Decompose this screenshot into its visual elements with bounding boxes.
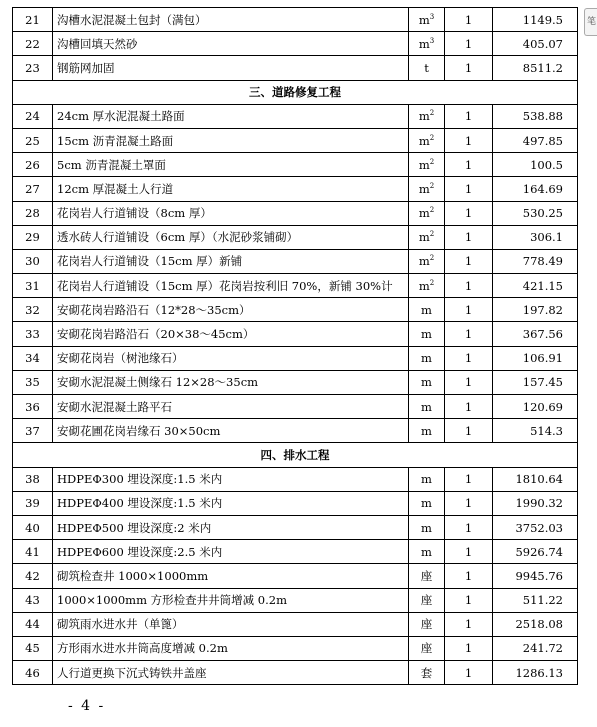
table-row — [13, 395, 578, 419]
unit-price-cell: 157.45 — [493, 370, 578, 394]
unit-cell — [409, 564, 445, 588]
unit-cell — [409, 370, 445, 394]
item-number-cell: 23 — [13, 56, 53, 80]
item-number-cell: 24 — [13, 104, 53, 128]
table-row — [13, 564, 578, 588]
unit-price-cell: 3752.03 — [493, 515, 578, 539]
unit-price-cell: 405.07 — [493, 32, 578, 56]
table-row — [13, 419, 578, 443]
unit-price-cell: 497.85 — [493, 128, 578, 152]
table-row — [13, 467, 578, 491]
table-row — [13, 491, 578, 515]
section-header-row — [13, 80, 578, 104]
table-row — [13, 370, 578, 394]
quantity-cell: 1 — [445, 153, 493, 177]
unit-price-cell: 164.69 — [493, 177, 578, 201]
unit-cell — [409, 588, 445, 612]
table-row — [13, 177, 578, 201]
unit-text: m — [421, 423, 432, 438]
unit-cell — [409, 225, 445, 249]
unit-text: m — [421, 302, 432, 317]
item-number-cell: 27 — [13, 177, 53, 201]
unit-cell — [409, 153, 445, 177]
item-name-cell: 花岗岩人行道铺设（15cm 厚）花岗岩按利旧 70%，新铺 30%计 — [53, 274, 409, 298]
table-row — [13, 32, 578, 56]
unit-cell — [409, 661, 445, 685]
unit-price-cell: 778.49 — [493, 249, 578, 273]
quantity-cell: 1 — [445, 588, 493, 612]
item-number-cell: 44 — [13, 612, 53, 636]
unit-exponent: 3 — [429, 36, 435, 45]
unit-exponent: 2 — [429, 133, 435, 142]
quantity-cell: 1 — [445, 8, 493, 32]
unit-cell — [409, 636, 445, 660]
item-name-cell: 5cm 沥青混凝土罩面 — [53, 153, 409, 177]
item-number-cell: 25 — [13, 128, 53, 152]
side-note-tab[interactable]: 笔 — [584, 8, 597, 36]
table-row — [13, 104, 578, 128]
price-table — [12, 7, 578, 685]
quantity-cell: 1 — [445, 612, 493, 636]
unit-exponent: 3 — [429, 12, 435, 21]
unit-text: m — [421, 351, 432, 366]
item-number-cell: 40 — [13, 515, 53, 539]
unit-price-cell: 1990.32 — [493, 491, 578, 515]
item-number-cell: 42 — [13, 564, 53, 588]
unit-text: m — [421, 375, 432, 390]
unit-cell — [409, 298, 445, 322]
table-row — [13, 274, 578, 298]
unit-cell — [409, 274, 445, 298]
item-name-cell: 砌筑雨水进水井（单篦） — [53, 612, 409, 636]
unit-price-cell: 8511.2 — [493, 56, 578, 80]
unit-cell — [409, 322, 445, 346]
item-number-cell: 22 — [13, 32, 53, 56]
unit-price-cell: 1810.64 — [493, 467, 578, 491]
quantity-cell: 1 — [445, 298, 493, 322]
unit-text: m — [418, 206, 430, 221]
item-number-cell: 37 — [13, 419, 53, 443]
unit-price-cell: 514.3 — [493, 419, 578, 443]
unit-text: m — [418, 181, 430, 196]
item-number-cell: 30 — [13, 249, 53, 273]
quantity-cell: 1 — [445, 370, 493, 394]
item-name-cell: 砌筑检查井 1000×1000mm — [53, 564, 409, 588]
quantity-cell: 1 — [445, 467, 493, 491]
table-row — [13, 153, 578, 177]
unit-text: m — [418, 12, 430, 27]
unit-cell — [409, 346, 445, 370]
unit-text: m — [421, 327, 432, 342]
item-number-cell: 36 — [13, 395, 53, 419]
item-name-cell: 沟槽回填天然砂 — [53, 32, 409, 56]
unit-text: 座 — [420, 593, 433, 608]
unit-exponent: 2 — [429, 157, 435, 166]
unit-price-cell: 1286.13 — [493, 661, 578, 685]
quantity-cell: 1 — [445, 564, 493, 588]
table-row — [13, 225, 578, 249]
section-title: 三、道路修复工程 — [13, 80, 578, 104]
table-row — [13, 636, 578, 660]
unit-cell — [409, 32, 445, 56]
unit-text: m — [421, 496, 432, 511]
item-number-cell: 41 — [13, 540, 53, 564]
unit-text: m — [418, 230, 430, 245]
unit-exponent: 2 — [429, 206, 435, 215]
quantity-cell: 1 — [445, 104, 493, 128]
unit-exponent: 2 — [429, 109, 435, 118]
item-name-cell: 安砌水泥混凝土路平石 — [53, 395, 409, 419]
unit-text: m — [418, 157, 430, 172]
unit-price-cell: 120.69 — [493, 395, 578, 419]
quantity-cell: 1 — [445, 56, 493, 80]
quantity-cell: 1 — [445, 225, 493, 249]
unit-text: m — [418, 254, 430, 269]
item-name-cell: 人行道更换下沉式铸铁井盖座 — [53, 661, 409, 685]
item-name-cell: HDPEΦ400 埋设深度:1.5 米内 — [53, 491, 409, 515]
item-number-cell: 32 — [13, 298, 53, 322]
item-number-cell: 34 — [13, 346, 53, 370]
table-row — [13, 128, 578, 152]
unit-exponent: 2 — [429, 278, 435, 287]
unit-price-cell: 538.88 — [493, 104, 578, 128]
quantity-cell: 1 — [445, 249, 493, 273]
table-row — [13, 612, 578, 636]
unit-price-cell: 197.82 — [493, 298, 578, 322]
unit-exponent: 2 — [429, 254, 435, 263]
unit-text: t — [424, 60, 429, 75]
unit-price-cell: 106.91 — [493, 346, 578, 370]
item-number-cell: 39 — [13, 491, 53, 515]
unit-cell — [409, 8, 445, 32]
item-name-cell: 安砌花岗岩（树池缘石） — [53, 346, 409, 370]
unit-exponent: 2 — [429, 181, 435, 190]
item-name-cell: 安砌花岗岩路沿石（20×38～45cm） — [53, 322, 409, 346]
unit-text: m — [421, 544, 432, 559]
quantity-cell: 1 — [445, 346, 493, 370]
item-name-cell: HDPEΦ600 埋设深度:2.5 米内 — [53, 540, 409, 564]
item-name-cell: 12cm 厚混凝土人行道 — [53, 177, 409, 201]
unit-cell — [409, 128, 445, 152]
quantity-cell: 1 — [445, 661, 493, 685]
unit-cell — [409, 395, 445, 419]
item-name-cell: 15cm 沥青混凝土路面 — [53, 128, 409, 152]
unit-text: m — [418, 36, 430, 51]
unit-price-cell: 9945.76 — [493, 564, 578, 588]
item-number-cell: 28 — [13, 201, 53, 225]
table-row — [13, 661, 578, 685]
item-name-cell: 安砌水泥混凝土侧缘石 12×28～35cm — [53, 370, 409, 394]
item-name-cell: 透水砖人行道铺设（6cm 厚）（水泥砂浆铺砌） — [53, 225, 409, 249]
table-row — [13, 322, 578, 346]
section-header-row — [13, 443, 578, 467]
unit-text: m — [421, 399, 432, 414]
unit-cell — [409, 540, 445, 564]
unit-price-cell: 306.1 — [493, 225, 578, 249]
unit-price-cell: 421.15 — [493, 274, 578, 298]
quantity-cell: 1 — [445, 322, 493, 346]
quantity-cell: 1 — [445, 419, 493, 443]
quantity-cell: 1 — [445, 128, 493, 152]
unit-price-cell: 241.72 — [493, 636, 578, 660]
quantity-cell: 1 — [445, 201, 493, 225]
item-number-cell: 29 — [13, 225, 53, 249]
unit-cell — [409, 56, 445, 80]
unit-price-cell: 530.25 — [493, 201, 578, 225]
quantity-cell: 1 — [445, 636, 493, 660]
item-number-cell: 26 — [13, 153, 53, 177]
page-number: - 4 - — [68, 698, 106, 714]
table-row — [13, 201, 578, 225]
item-number-cell: 35 — [13, 370, 53, 394]
quantity-cell: 1 — [445, 515, 493, 539]
unit-cell — [409, 177, 445, 201]
unit-text: m — [418, 133, 430, 148]
quantity-cell: 1 — [445, 177, 493, 201]
item-name-cell: 安砌花圃花岗岩缘石 30×50cm — [53, 419, 409, 443]
table-row — [13, 8, 578, 32]
unit-text: m — [418, 109, 430, 124]
unit-price-cell: 511.22 — [493, 588, 578, 612]
item-number-cell: 43 — [13, 588, 53, 612]
unit-text: 座 — [420, 568, 433, 583]
table-row — [13, 56, 578, 80]
item-name-cell: 方形雨水进水井筒高度增减 0.2m — [53, 636, 409, 660]
table-row — [13, 346, 578, 370]
quantity-cell: 1 — [445, 491, 493, 515]
item-name-cell: 花岗岩人行道铺设（15cm 厚）新铺 — [53, 249, 409, 273]
unit-text: 座 — [420, 617, 433, 632]
item-name-cell: HDPEΦ500 埋设深度:2 米内 — [53, 515, 409, 539]
unit-exponent: 2 — [429, 230, 435, 239]
unit-price-cell: 100.5 — [493, 153, 578, 177]
unit-text: 套 — [420, 665, 433, 680]
unit-price-cell: 1149.5 — [493, 8, 578, 32]
item-name-cell: 1000×1000mm 方形检查井井筒增减 0.2m — [53, 588, 409, 612]
quantity-cell: 1 — [445, 274, 493, 298]
item-name-cell: 钢筋网加固 — [53, 56, 409, 80]
unit-cell — [409, 515, 445, 539]
item-number-cell: 38 — [13, 467, 53, 491]
unit-text: m — [421, 520, 432, 535]
unit-text: m — [421, 472, 432, 487]
quantity-cell: 1 — [445, 540, 493, 564]
unit-text: m — [418, 278, 430, 293]
item-name-cell: 安砌花岗岩路沿石（12*28～35cm） — [53, 298, 409, 322]
unit-cell — [409, 467, 445, 491]
table-row — [13, 540, 578, 564]
unit-cell — [409, 249, 445, 273]
table-row — [13, 515, 578, 539]
table-row — [13, 298, 578, 322]
table-row — [13, 588, 578, 612]
item-number-cell: 33 — [13, 322, 53, 346]
item-name-cell: 24cm 厚水泥混凝土路面 — [53, 104, 409, 128]
quantity-cell: 1 — [445, 32, 493, 56]
table-row — [13, 249, 578, 273]
unit-cell — [409, 104, 445, 128]
item-name-cell: 沟槽水泥混凝土包封（满包） — [53, 8, 409, 32]
item-name-cell: 花岗岩人行道铺设（8cm 厚） — [53, 201, 409, 225]
unit-cell — [409, 612, 445, 636]
unit-cell — [409, 201, 445, 225]
item-number-cell: 21 — [13, 8, 53, 32]
item-number-cell: 46 — [13, 661, 53, 685]
quantity-cell: 1 — [445, 395, 493, 419]
item-number-cell: 31 — [13, 274, 53, 298]
unit-price-cell: 367.56 — [493, 322, 578, 346]
section-title: 四、排水工程 — [13, 443, 578, 467]
price-table-body — [13, 8, 578, 685]
unit-cell — [409, 491, 445, 515]
item-name-cell: HDPEΦ300 埋设深度:1.5 米内 — [53, 467, 409, 491]
item-number-cell: 45 — [13, 636, 53, 660]
unit-price-cell: 5926.74 — [493, 540, 578, 564]
unit-price-cell: 2518.08 — [493, 612, 578, 636]
unit-text: 座 — [420, 641, 433, 656]
unit-cell — [409, 419, 445, 443]
